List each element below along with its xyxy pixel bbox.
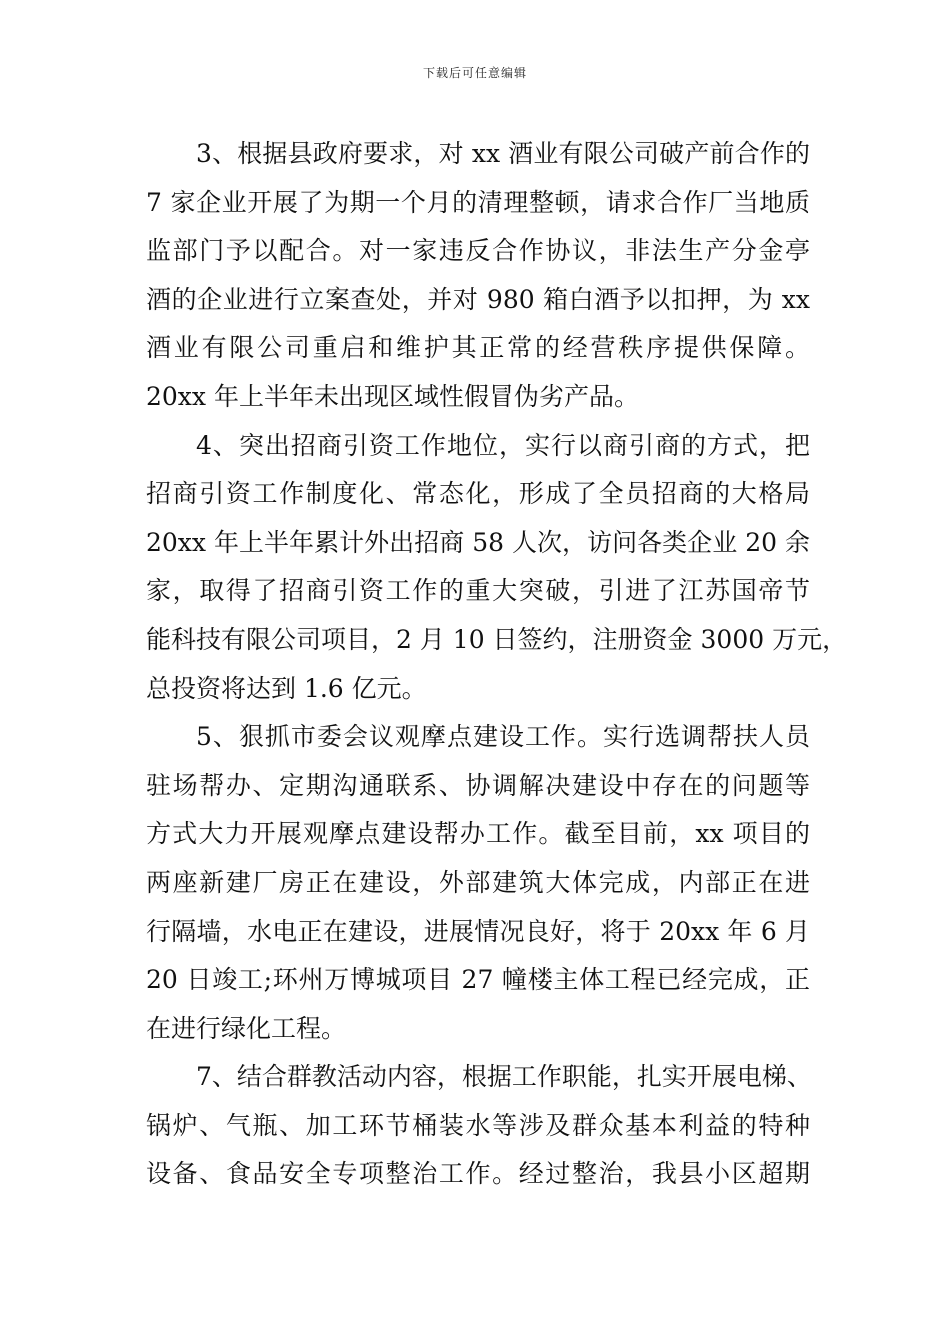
- document-body: [146, 130, 848, 1199]
- text-line: [146, 179, 810, 228]
- text-line-content: 酒业有限公司重启和维护其正常的经营秩序提供保障。: [146, 333, 810, 363]
- text-line-content: 设备、食品安全专项整治工作。经过整治，我县小区超期: [146, 1159, 810, 1189]
- text-line-content: 监部门予以配合。对一家违反合作协议，非法生产分金亭: [146, 236, 810, 266]
- text-line-content: 20xx 年上半年未出现区域性假冒伪劣产品。: [146, 381, 639, 411]
- text-line-content: 两座新建厂房正在建设，外部建筑大体完成，内部正在进: [146, 867, 810, 897]
- text-line: [146, 1150, 810, 1199]
- text-line-content: 5、狠抓市委会议观摩点建设工作。实行选调帮扶人员: [196, 722, 810, 752]
- text-line: [146, 859, 810, 908]
- text-line: [146, 130, 810, 179]
- text-line: [146, 324, 810, 373]
- text-line: [146, 665, 810, 714]
- text-line-content: 20xx 年上半年累计外出招商 58 人次，访问各类企业 20 余: [146, 527, 810, 557]
- text-line-content: 7、结合群教活动内容，根据工作职能，扎实开展电梯、: [196, 1062, 812, 1092]
- text-line-content: 3、根据县政府要求，对 xx 酒业有限公司破产前合作的: [196, 139, 810, 168]
- text-line: [146, 1005, 810, 1054]
- text-line-content: 锅炉、气瓶、加工环节桶装水等涉及群众基本利益的特种: [146, 1110, 810, 1140]
- text-line: [146, 373, 810, 422]
- text-line-content: 酒的企业进行立案查处，并对 980 箱白酒予以扣押，为 xx: [146, 284, 810, 314]
- text-line: [146, 470, 810, 519]
- text-line: [146, 762, 810, 811]
- text-line-content: 行隔墙，水电正在建设，进展情况良好，将于 20xx 年 6 月: [146, 916, 810, 946]
- text-line-content: 招商引资工作制度化、常态化，形成了全员招商的大格局: [146, 479, 810, 509]
- text-line: [146, 519, 810, 568]
- text-line-content: 7 家企业开展了为期一个月的清理整顿，请求合作厂当地质: [146, 187, 810, 217]
- text-line: [146, 1053, 810, 1102]
- text-line-content: 在进行绿化工程。: [146, 1013, 347, 1043]
- text-line-content: 能科技有限公司项目，2 月 10 日签约，注册资金 3000 万元，: [146, 624, 848, 654]
- text-line-content: 家，取得了招商引资工作的重大突破，引进了江苏国帝节: [146, 576, 810, 606]
- text-line: [146, 1102, 810, 1151]
- text-line: [146, 276, 810, 325]
- text-line: [146, 713, 810, 762]
- text-line-content: 驻场帮办、定期沟通联系、协调解决建设中存在的问题等: [146, 770, 810, 800]
- page-header: 下载后可任意编辑: [422, 66, 527, 80]
- text-line-content: 总投资将达到 1.6 亿元。: [146, 673, 427, 703]
- text-line-content: 方式大力开展观摩点建设帮办工作。截至目前，xx 项目的: [146, 819, 810, 849]
- text-line: [146, 956, 810, 1005]
- text-line: [146, 616, 848, 665]
- text-line: [146, 567, 810, 616]
- text-line-content: 4、突出招商引资工作地位，实行以商引商的方式，把: [196, 430, 810, 460]
- text-line: [146, 422, 810, 471]
- text-line: [146, 908, 810, 957]
- text-line: [146, 810, 810, 859]
- text-line: [146, 227, 810, 276]
- text-line-content: 20 日竣工;环州万博城项目 27 幢楼主体工程已经完成，正: [146, 965, 810, 995]
